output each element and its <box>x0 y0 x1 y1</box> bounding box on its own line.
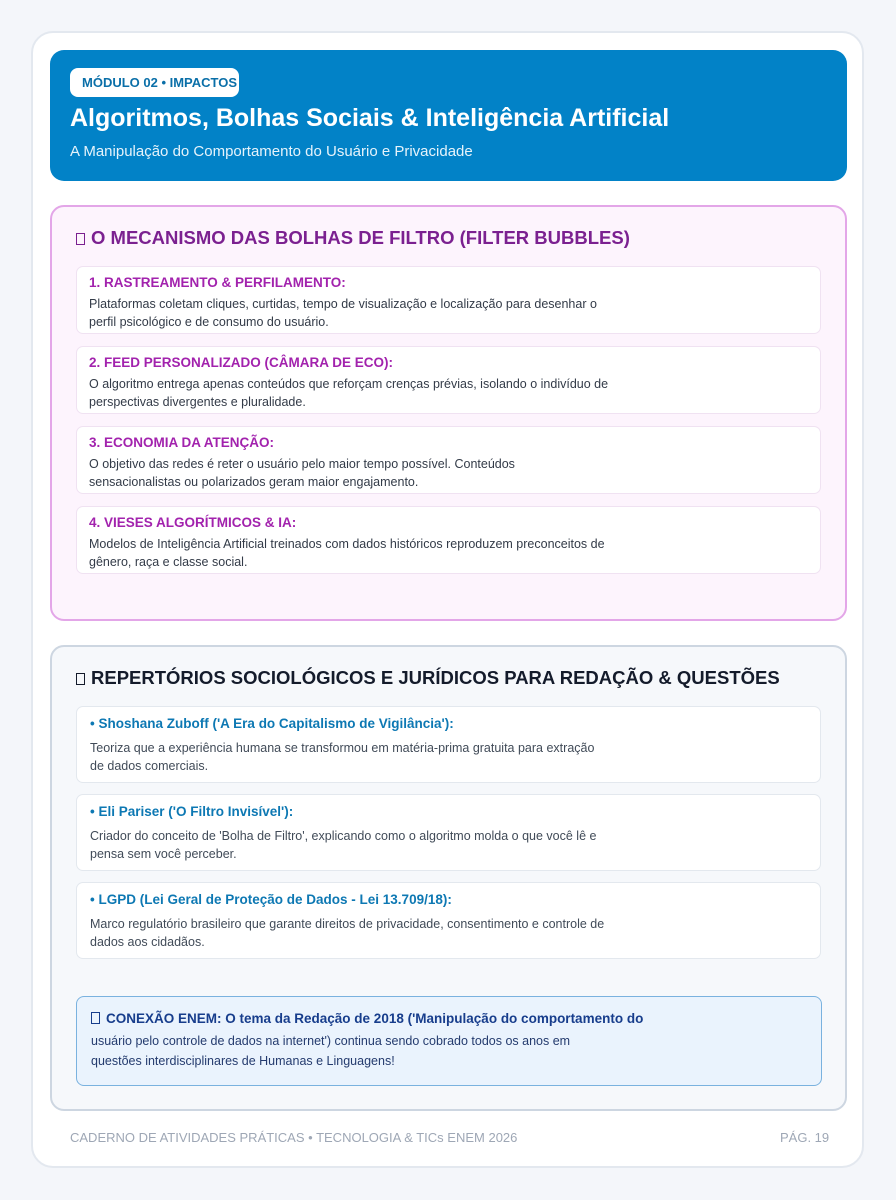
mechanism-card-body: Modelos de Inteligência Artificial treinados com dados históricos reproduzem preconceitos de gênero, raça e classe social. <box>89 537 605 569</box>
footer-caption: CADERNO DE ATIVIDADES PRÁTICAS • TECNOLOGIA & TICs ENEM 2026 <box>70 1130 518 1145</box>
repertoire-card <box>76 882 821 959</box>
mechanism-card-title: 3. ECONOMIA DA ATENÇÃO: <box>89 435 274 450</box>
mechanism-card-title: 1. RASTREAMENTO & PERFILAMENTO: <box>89 275 346 290</box>
module-badge: MÓDULO 02 • IMPACTOS <box>70 68 239 97</box>
repertoire-title: REPERTÓRIOS SOCIOLÓGICOS E JURÍDICOS PARA REDAÇÃO & QUESTÕES <box>91 667 780 688</box>
repertoire-card-body: Marco regulatório brasileiro que garante direitos de privacidade, consentimento e controle de dados aos cidadãos. <box>90 917 605 949</box>
missing-glyph-icon <box>76 673 85 685</box>
repertoire-section <box>50 645 847 1111</box>
mechanism-card-body: O algoritmo entrega apenas conteúdos que reforçam crenças prévias, isolando o indivíduo de perspectivas divergentes e pluralidade. <box>89 377 609 409</box>
mechanism-card <box>76 506 821 574</box>
repertoire-card-body: Teoriza que a experiência humana se transformou em matéria-prima gratuita para extração de dados comerciais. <box>90 741 595 773</box>
mechanism-card <box>76 346 821 414</box>
mechanism-card-body: Plataformas coletam cliques, curtidas, tempo de visualização e localização para desenhar o perfil psicológico e de consumo do usuário. <box>89 297 597 329</box>
repertoire-heading <box>76 667 780 689</box>
mechanism-card-title: 4. VIESES ALGORÍTMICOS & IA: <box>89 515 297 530</box>
filter-bubbles-title: O MECANISMO DAS BOLHAS DE FILTRO (FILTER BUBBLES) <box>91 227 630 248</box>
enem-callout-body: usuário pelo controle de dados na internet') continua sendo cobrado todos os anos em questões interdisciplinares de Humanas e Linguagens! <box>91 1034 571 1068</box>
module-header <box>50 50 847 181</box>
page-title: Algoritmos, Bolhas Sociais & Inteligência Artificial <box>70 104 670 132</box>
repertoire-card-title: • Shoshana Zuboff ('A Era do Capitalismo de Vigilância'): <box>90 716 454 731</box>
mechanism-card <box>76 266 821 334</box>
repertoire-card-title: • Eli Pariser ('O Filtro Invisível'): <box>90 804 294 819</box>
page-subtitle: A Manipulação do Comportamento do Usuário e Privacidade <box>70 143 473 160</box>
repertoire-card <box>76 706 821 783</box>
page-number: PÁG. 19 <box>780 1130 830 1145</box>
mechanism-card-body: O objetivo das redes é reter o usuário pelo maior tempo possível. Conteúdos sensacionalistas ou polarizados geram maior engajamento. <box>89 457 515 489</box>
repertoire-card-body: Criador do conceito de 'Bolha de Filtro', explicando como o algoritmo molda o que você lê e pensa sem você perceber. <box>90 829 597 861</box>
filter-bubbles-heading <box>76 227 630 249</box>
filter-bubbles-section <box>50 205 847 621</box>
enem-connection-callout <box>76 996 822 1086</box>
repertoire-card <box>76 794 821 871</box>
missing-glyph-icon <box>91 1012 100 1024</box>
missing-glyph-icon <box>76 233 85 245</box>
enem-callout-title: CONEXÃO ENEM: O tema da Redação de 2018 ('Manipulação do comportamento do <box>106 1011 644 1026</box>
mechanism-card-title: 2. FEED PERSONALIZADO (CÂMARA DE ECO): <box>89 355 394 370</box>
repertoire-card-title: • LGPD (Lei Geral de Proteção de Dados - Lei 13.709/18): <box>90 892 452 907</box>
enem-callout-heading <box>91 1011 643 1026</box>
mechanism-card <box>76 426 821 494</box>
